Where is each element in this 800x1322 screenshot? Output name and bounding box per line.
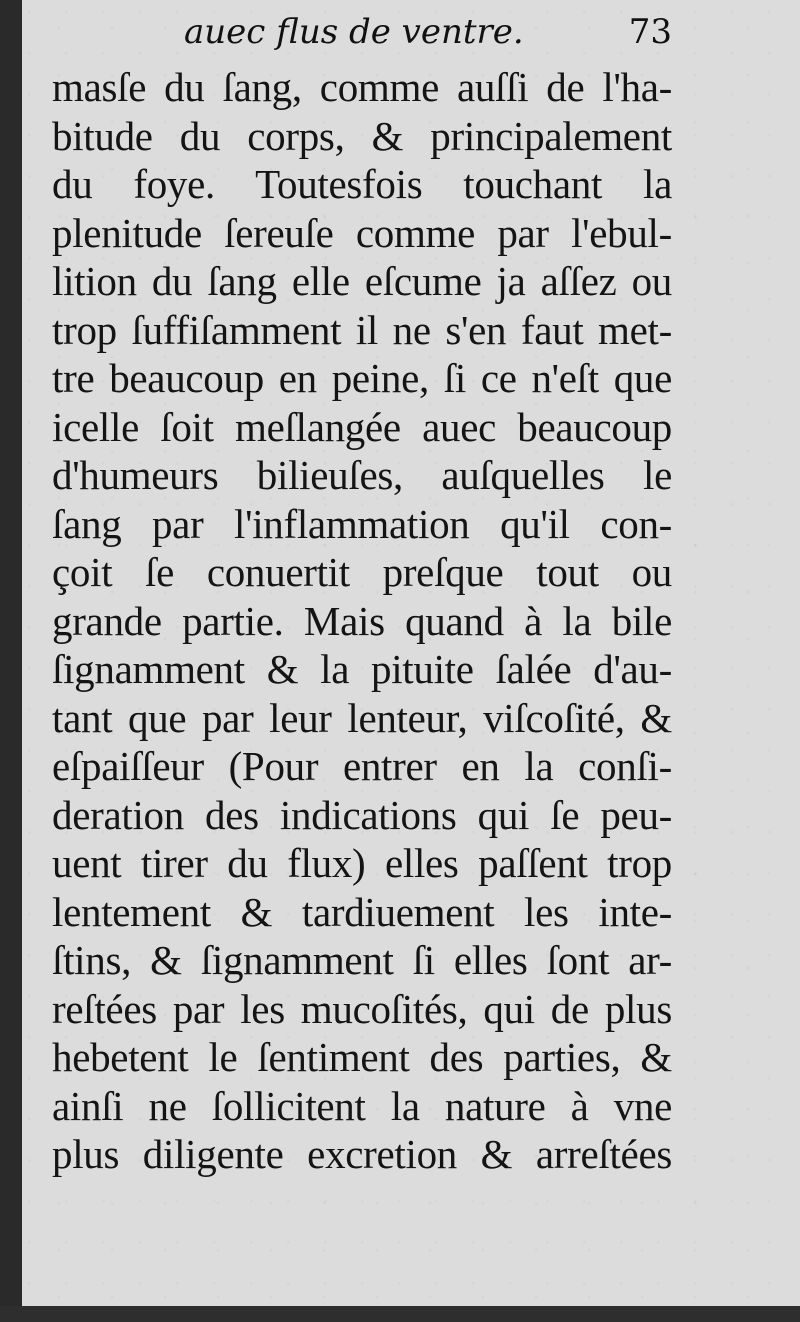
text-line: hebetent le ſentiment des parties, & (52, 1034, 672, 1080)
text-line: masſe du ſang, comme auſſi de l'ha- (52, 64, 672, 110)
text-line: lentement & tardiuement les inte- (52, 888, 672, 935)
text-line: d'humeurs bilieuſes, auſquelles le (52, 452, 672, 498)
text-line: eſpaiſſeur (Pour entrer en la conſi- (52, 743, 672, 789)
text-line: ainſi ne ſollicitent la nature à vne (52, 1082, 672, 1129)
text-line: grande partie. Mais quand à la bile (52, 597, 672, 644)
text-line: ſignamment & la pituite ſalée d'au- (52, 646, 672, 692)
running-title: auec flus de ventre. (184, 12, 524, 52)
text-line: ſtins, & ſignamment ſi elles ſont ar- (52, 937, 672, 983)
text-line: çoit ſe conuertit preſque tout ou (52, 549, 672, 595)
running-head (52, 10, 672, 54)
text-line: bitude du corps, & principalement (52, 112, 672, 159)
body-text (52, 63, 672, 1179)
text-line: tre beaucoup en peine, ſi ce n'eſt que (52, 355, 672, 401)
page-number: 73 (628, 12, 672, 52)
text-line: plus diligente excretion & arreſtées (52, 1131, 672, 1177)
text-line: reſtées par les mucoſités, qui de plus (52, 985, 672, 1032)
text-line: tant que par leur lenteur, viſcoſité, & (52, 694, 672, 741)
text-line: plenitude ſereuſe comme par l'ebul- (52, 209, 672, 256)
text-line: deration des indications qui ſe peu- (52, 791, 672, 838)
text-line: uent tirer du flux) elles paſſent trop (52, 840, 672, 886)
text-line: du foye. Toutesfois touchant la (52, 161, 672, 207)
text-line: ſang par l'inflammation qu'il con- (52, 500, 672, 547)
text-line: icelle ſoit meſlangée auec beaucoup (52, 403, 672, 450)
text-line: trop ſuffiſamment il ne s'en faut met- (52, 306, 672, 353)
page-bottom-shadow (0, 1306, 800, 1322)
text-line: lition du ſang elle eſcume ja aſſez ou (52, 258, 672, 304)
